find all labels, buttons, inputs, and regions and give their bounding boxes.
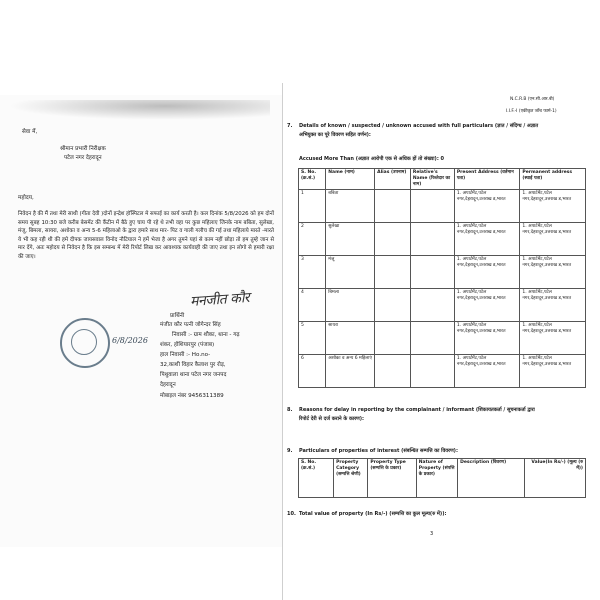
letter-salutation: महोदय, bbox=[18, 195, 34, 201]
applicant-name: मंजीत कौर पत्नी जोगेन्दर सिंह bbox=[160, 322, 221, 328]
section-title: Reasons for delay in reporting by the complainant / informant (शिकायतकर्ता / सूचनाकर्ता द्वारा bbox=[299, 407, 535, 413]
table-header: Property Category (सम्पत्ति श्रेणी) bbox=[334, 459, 368, 498]
table-row bbox=[299, 355, 586, 388]
table-cell-alias bbox=[375, 256, 411, 289]
accused-count: Accused More Than (अज्ञात आरोपी एक से अधिक हों तो संख्या): 0 bbox=[299, 156, 445, 162]
page-shadow bbox=[8, 100, 270, 120]
table-header: Relative's Name (रिश्तेदार का नाम) bbox=[410, 169, 454, 190]
table-cell-name: बबिता bbox=[326, 190, 375, 223]
mobile-number: मोबाइल नंबर 9456311389 bbox=[160, 393, 224, 399]
table-cell-name: मंजू bbox=[326, 256, 375, 289]
table-header: Nature of Property (संपत्ति के प्रकार) bbox=[416, 459, 457, 498]
table-header: Name (नाम) bbox=[326, 169, 375, 190]
table-cell-no: 3 bbox=[299, 256, 326, 289]
page-divider bbox=[282, 83, 283, 600]
table-cell-present: 1. अपार्टमेंट,पटेल नगर,देहरादून,उत्तराख ड,भारत bbox=[454, 289, 520, 322]
letter-body: निवेदन है की मैं तथा मेरी साथी (गीता देवी )दोनों इन्द्रेश हॉस्पिटल मे सफाई का कार्य करती है। कल दिनांक 5/8/2026 को हम दोनों समय सुबह 10:30 बजे करीब बेसमेंट की कैंटीन में बैठे हुए चाय पी रहे थे तभी वहा पर कुछ महिलाए जिनके नाम बबिता, सुलेखा, मंजू, बिमला, सायरा, अशोका व अन्य 5-6 महिलाओ के द्वारा हमारे साथ मार- पिट व गाली गलौच की गई तथा महिलाये मारते -मारते ये भी कह रही थी की हमे दीपक जायसवाल विनोद नौटियाल ने हमें भेजा है अगर तुमने यहां से काम नहीं छोड़ा तो हम तुम्हे जान से मार देंगे, अतः महोदय से निवेदन है कि इस सम्बन्ध में मेरी रिपोर्ट लिख कर आवश्यक कार्यवाही की जाए तथा इन लोगो से हमारी रक्षा की जाए। bbox=[18, 211, 274, 260]
table-header: Value(In Rs/-) (मूल्य (रु में)) bbox=[525, 459, 586, 498]
table-row bbox=[299, 289, 586, 322]
section-title: अभियुक्त का पूरे विवरण सहित वर्णन): bbox=[299, 132, 371, 138]
table-row bbox=[299, 223, 586, 256]
table-cell-relative bbox=[410, 256, 454, 289]
address-line: शंकर, होशियारपुर (पंजाब) bbox=[160, 342, 215, 348]
table-cell-no: 4 bbox=[299, 289, 326, 322]
table-cell-relative bbox=[410, 322, 454, 355]
table-row bbox=[299, 256, 586, 289]
table-cell-no: 6 bbox=[299, 355, 326, 388]
table-row bbox=[299, 190, 586, 223]
table-cell-name: अशोका व अन्य 6 महिलाएं bbox=[326, 355, 375, 388]
table-cell-alias bbox=[375, 289, 411, 322]
table-cell-relative bbox=[410, 223, 454, 256]
table-cell-name: सुलेखा bbox=[326, 223, 375, 256]
table-cell-permanent: 1. अपार्टमेंट,पटेल नगर,देहरादून,उत्तराख ड,भारत bbox=[520, 322, 586, 355]
property-table bbox=[298, 458, 586, 498]
table-cell-name: बिमला bbox=[326, 289, 375, 322]
table-cell-permanent: 1. अपार्टमेंट,पटेल नगर,देहरादून,उत्तराख ड,भारत bbox=[520, 223, 586, 256]
table-header: S. No. (क्र.सं.) bbox=[299, 459, 334, 498]
form-header: N.C.R.B (एन.सी.आर.बी) bbox=[510, 97, 555, 102]
stamp-date: 6/8/2026 bbox=[112, 336, 148, 345]
section-number: 7. bbox=[287, 123, 293, 129]
section-number: 9. bbox=[287, 448, 293, 454]
table-cell-present: 1. अपार्टमेंट,पटेल नगर,देहरादून,उत्तराख ड,भारत bbox=[454, 190, 520, 223]
table-header: S. No. (क्र.सं.) bbox=[299, 169, 326, 190]
table-cell-no: 5 bbox=[299, 322, 326, 355]
form-subheader: I.I.F.-I (एकीकृत जाँच फार्म-1) bbox=[506, 109, 557, 114]
table-header: Description (विवरण) bbox=[458, 459, 525, 498]
section-title: Particulars of properties of interest (संबन्धित सम्पत्ति का विवरण): bbox=[299, 448, 458, 454]
letter-to: सेवा में, bbox=[22, 129, 38, 135]
table-cell-present: 1. अपार्टमेंट,पटेल नगर,देहरादून,उत्तराख ड,भारत bbox=[454, 223, 520, 256]
address-line: पिथुवाला थाना पटेल नगर जनपद bbox=[160, 372, 227, 378]
table-header-row bbox=[299, 169, 586, 190]
table-cell-alias bbox=[375, 190, 411, 223]
table-cell-permanent: 1. अपार्टमेंट,पटेल नगर,देहरादून,उत्तराख ड,भारत bbox=[520, 289, 586, 322]
table-cell-permanent: 1. अपार्टमेंट,पटेल नगर,देहरादून,उत्तराख ड,भारत bbox=[520, 190, 586, 223]
address-line: देहरादून bbox=[160, 382, 176, 388]
table-cell-relative bbox=[410, 190, 454, 223]
table-cell-relative bbox=[410, 289, 454, 322]
letter-addressee-place: पटेल नगर देहरादून bbox=[64, 155, 102, 161]
table-cell-relative bbox=[410, 355, 454, 388]
table-cell-present: 1. अपार्टमेंट,पटेल नगर,देहरादून,उत्तराख ड,भारत bbox=[454, 322, 520, 355]
table-cell-name: सायरा bbox=[326, 322, 375, 355]
table-cell-permanent: 1. अपार्टमेंट,पटेल नगर,देहरादून,उत्तराख ड,भारत bbox=[520, 355, 586, 388]
table-cell-present: 1. अपार्टमेंट,पटेल नगर,देहरादून,उत्तराख ड,भारत bbox=[454, 355, 520, 388]
table-cell-alias bbox=[375, 223, 411, 256]
table-header: Property Type (सम्पत्ति के प्रकार) bbox=[368, 459, 416, 498]
table-cell-no: 2 bbox=[299, 223, 326, 256]
letter-addressee: श्रीमान प्रभारी निरीक्षक bbox=[60, 146, 106, 152]
address-line: निवासी :- ग्राम शौका, थाना - गढ़ bbox=[172, 332, 240, 338]
table-cell-alias bbox=[375, 355, 411, 388]
table-cell-no: 1 bbox=[299, 190, 326, 223]
table-cell-present: 1. अपार्टमेंट,पटेल नगर,देहरादून,उत्तराख ड,भारत bbox=[454, 256, 520, 289]
police-stamp bbox=[60, 318, 110, 368]
address-line: हाल निवासी :- Ho.no- bbox=[160, 352, 211, 358]
table-header: Present Address (वर्तमान पता) bbox=[454, 169, 520, 190]
table-header: Alias (उपनाम) bbox=[375, 169, 411, 190]
applicant-signature: मनजीत कौर bbox=[189, 289, 250, 311]
table-row bbox=[299, 322, 586, 355]
letter-page bbox=[0, 95, 282, 547]
section-title: Total value of property (In Rs/-) (सम्पत्ति का कुल मूल्य(रु में)): bbox=[299, 511, 447, 517]
table-cell-alias bbox=[375, 322, 411, 355]
section-title: रिपोर्ट देरी से दर्ज कराने के कारण): bbox=[299, 416, 365, 422]
section-number: 10. bbox=[287, 511, 296, 517]
section-number: 8. bbox=[287, 407, 293, 413]
table-header: Permanent address (स्थाई पता) bbox=[520, 169, 586, 190]
table-header-row bbox=[299, 459, 586, 498]
page-number: 3 bbox=[430, 531, 434, 537]
applicant-label: प्रार्थिनी bbox=[170, 313, 185, 319]
table-cell-permanent: 1. अपार्टमेंट,पटेल नगर,देहरादून,उत्तराख ड,भारत bbox=[520, 256, 586, 289]
accused-table bbox=[298, 168, 586, 388]
address-line: 32,काशी विहार कैलाश पुर रोड़, bbox=[160, 362, 226, 368]
section-title: Details of known / suspected / unknown accused with full particulars (ज्ञात / संदिग्ध / अज्ञात bbox=[299, 123, 539, 129]
